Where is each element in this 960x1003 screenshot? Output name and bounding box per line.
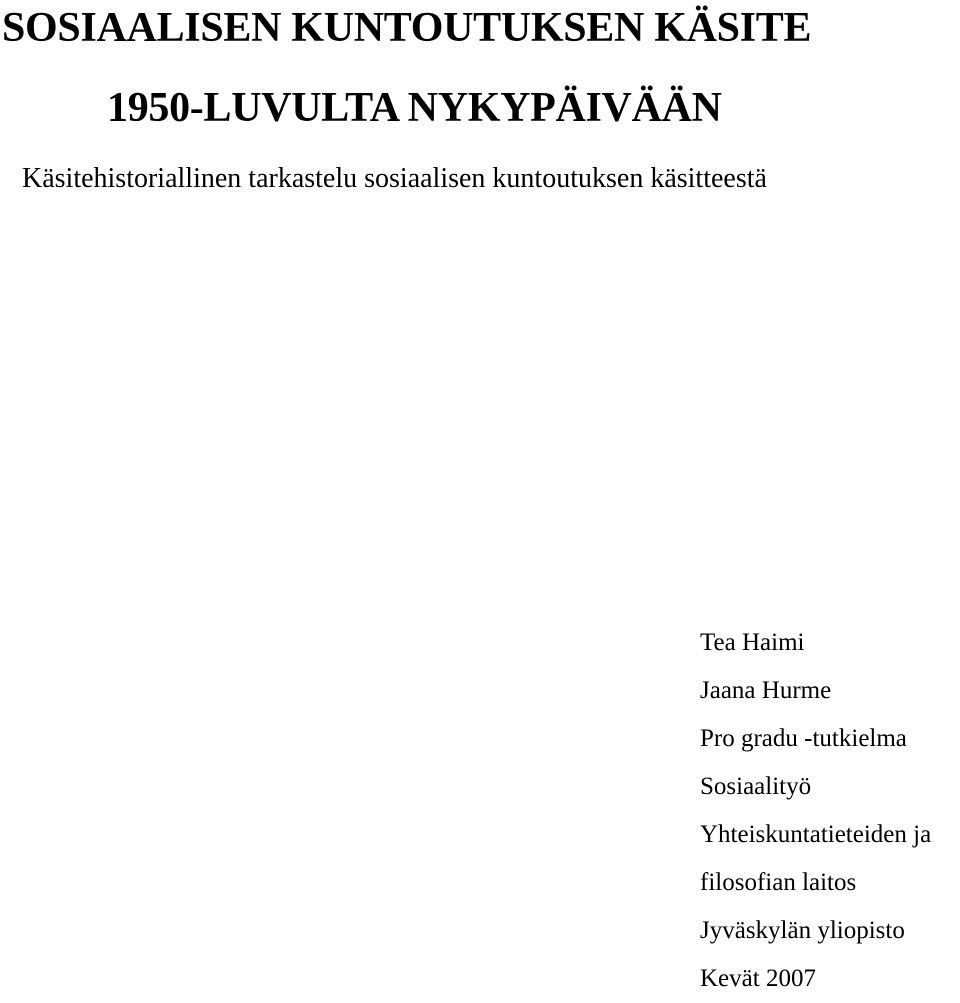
- document-title-line-1: SOSIAALISEN KUNTOUTUKSEN KÄSITE: [2, 5, 812, 51]
- document-subtitle: Käsitehistoriallinen tarkastelu sosiaalisen kuntoutuksen käsitteestä: [22, 163, 767, 194]
- author-name-2: Jaana Hurme: [700, 677, 832, 704]
- subject: Sosiaalityö: [700, 773, 812, 800]
- department-line-2: filosofian laitos: [700, 869, 857, 896]
- author-name-1: Tea Haimi: [700, 629, 805, 656]
- date: Kevät 2007: [700, 965, 816, 992]
- thesis-type: Pro gradu -tutkielma: [700, 725, 907, 752]
- university: Jyväskylän yliopisto: [700, 917, 905, 944]
- department-line-1: Yhteiskuntatieteiden ja: [700, 821, 932, 848]
- author-info-block: [700, 619, 958, 1003]
- document-title-line-2: 1950-LUVULTA NYKYPÄIVÄÄN: [107, 85, 722, 131]
